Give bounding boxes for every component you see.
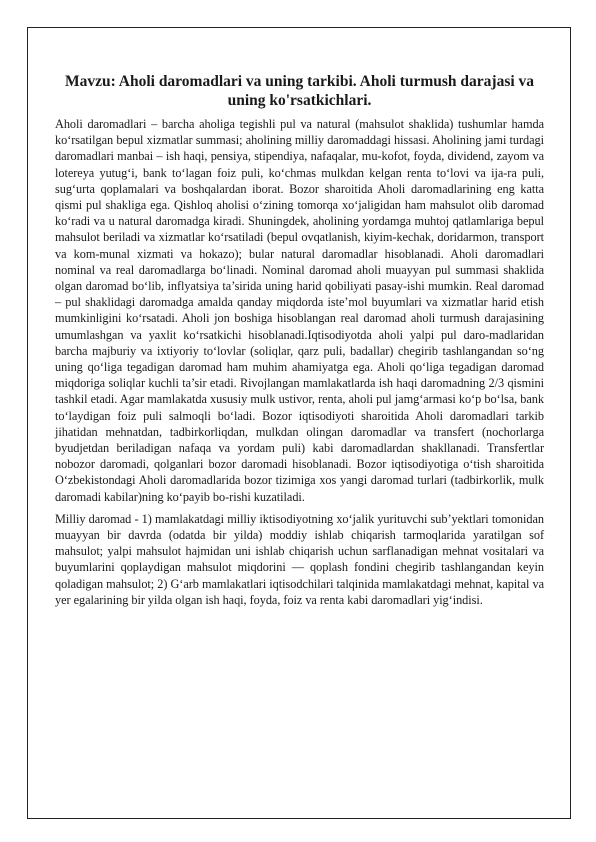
paragraph-national-income: Milliy daromad - 1) mamlakatdagi milliy iktisodiyotning xo‘jalik yurituvchi sub’yektlari tomonidan muayyan bir davrda (odatda bir yilda) moddiy ishlab chiqarish tarmoqlarida yaratilgan sof mahsulot; yalpi mahsulot hajmidan uni ishlab chiqarish uchun sarflanadigan mehnat vositalari va buyumlarini qoplaydigan mahsulot miqdorini — qoplash fondini chegirib tashlangandan keyin qoladigan mahsulot; 2) G‘arb mamlakatlari iqtisodchilari talqinida mamlakatdagi mehnat, kapital va yer egalarining bir yilda olgan ish haqi, foyda, foiz va renta kabi daromadlari yig‘indisi. bbox=[55, 511, 544, 607]
document-body bbox=[55, 72, 544, 614]
document-title: Mavzu: Aholi daromadlari va uning tarkibi. Aholi turmush darajasi va uning ko'rsatkichlari. bbox=[64, 73, 535, 109]
paragraph-income-definition: Aholi daromadlari – barcha aholiga tegishli pul va natural (mahsulot shaklida) tushumlar hamda ko‘rsatilgan bepul xizmatlar summasi; aholining milliy daromaddagi hissasi. Aholining jami turdagi daromadlari manbai – ish haqi, pensiya, stipendiya, nafaqalar, mu-kofot, foyda, dividend, zayom va lotereya yutug‘i, bank to‘lagan foiz puli, ko‘chmas mulkdan kelgan renta to‘lovi va ija-ra puli, sug‘urta qoplamalari va boshqalardan iborat. Bozor sharoitida Aholi daromadlarining eng katta qismi pul shakliga ega. Qishloq aholisi o‘zining tomorqa xo‘jaligidan ham mahsulot olib daromad ko‘radi va u natural daromadga kiradi. Shuningdek, aholining yordamga muhtoj qatlamlariga bepul mahsulot beriladi va xizmatlar ko‘rsatiladi (bepul ovqatlanish, kiyim-kechak, doridarmon, transport va kom-munal xizmati va hokazo); bular natural daromadlar hisoblanadi. Aholi daromadlari nominal va real daromadlarga bo‘linadi. Nominal daromad aholi muayyan pul summasi shaklida olgan daromad bo‘lib, inflyatsiya ta’sirida uning harid qobiliyati pasay-ishi mumkin. Real daromad – pul shaklidagi daromadga amalda qanday miqdorda iste’mol buyumlari va xizmatlar harid etish mumkinligini ko‘rsatadi. Aholi jon boshiga hisoblangan real daromad aholi turmush darajasining umumlashgan va yaxlit ko‘rsatkichi hisoblanadi.Iqtisodiyotda aholi yalpi pul daro-madlaridan barcha majburiy va ixtiyoriy to‘lovlar (soliqlar, qarz puli, badallar) chegirib tashlangandan so‘ng uning qo‘liga tegadigan daromad ham muhim ahamiyatga ega. Aholi qo‘liga tegadigan daromad miqdoriga soliqlar kuchli ta’sir etadi. Rivojlangan mamlakatlarda ish haqi daromadning 2/3 qismini tashkil etadi. Agar mamlakatda xususiy mulk ustivor, renta, aholi pul jamg‘armasi ko‘p bo‘lsa, bank to‘laydigan foiz puli salmoqli bo‘ladi. Bozor iqtisodiyoti sharoitida Aholi daromadlari tarkib jihatidan mehnatdan, tadbirkorliqdan, mulkdan olingan daromadlar va transfert (nochorlarga byudjetdan beriladigan nafaqa va yordam puli) kabi daromadlardan shakllanadi. Transfertlar nobozor daromadi, qolganlari bozor daromadi hisoblanadi. Bozor iqtisodiyotiga o‘tish sharoitida O‘zbekistondagi Aholi daromadlarida bozor tizimiga xos yangi daromad turlari (tadbirkorlik, mulk daromadi kabilar)ning ko‘payib bo-rishi kuzatiladi. bbox=[55, 117, 544, 504]
